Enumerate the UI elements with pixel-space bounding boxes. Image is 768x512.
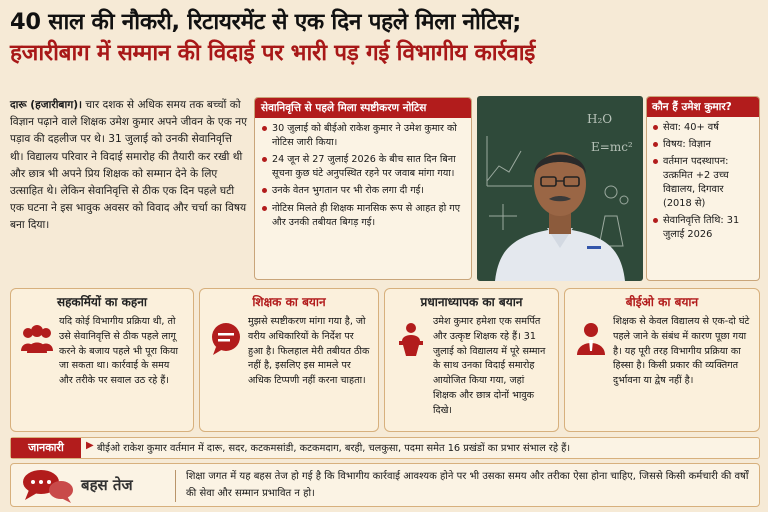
profile-box <box>646 96 760 281</box>
profile-item: सेवा: 40+ वर्ष <box>653 121 755 135</box>
group-icon <box>19 321 55 357</box>
card-title: सहकर्मियों का कहना <box>56 295 148 309</box>
profile-list <box>647 117 759 242</box>
speech-bubble-icon <box>208 321 244 357</box>
info-bar <box>10 437 760 459</box>
debate-text: शिक्षा जगत में यह बहस तेज हो गई है कि विभागीय कार्रवाई आवश्यक होने पर भी उसका समय और तरीका ऐसा होना चाहिए, जिससे किसी कर्मचारी की वर्षों की सेवा और सम्मान प्रभावित न हो। <box>186 471 749 499</box>
card-text: शिक्षक से केवल विद्यालय से एक-दो घंटे पहले जाने के संबंध में कारण पूछा गया है। यह पूरी तरह विभागीय प्रक्रिया का हिस्सा है। किसी प्रकार की व्यक्तिगत दुर्भावना या द्वेष नहीं है। <box>613 316 750 387</box>
teacher-portrait <box>477 96 643 281</box>
debate-box <box>10 463 760 507</box>
profile-title: कौन हैं उमेश कुमार? <box>647 97 759 117</box>
speaker-podium-icon <box>393 321 429 357</box>
notice-item: 24 जून से 27 जुलाई 2026 के बीच सात दिन बिना सूचना कुछ घंटे अनुपस्थित रहने पर जवाब मांगा गया। <box>261 153 465 180</box>
notice-box <box>254 97 472 280</box>
beo-statement-card <box>564 288 760 432</box>
colleagues-card <box>10 288 194 432</box>
chalk-formula-water: H₂O <box>587 112 613 126</box>
chat-bubbles-icon <box>21 468 75 504</box>
card-text: मुझसे स्पष्टीकरण मांगा गया है, जो वरीय अधिकारियों के निर्देश पर हुआ है। फिलहाल मेरी तबीयत ठीक नहीं है, इसलिए इस मामले पर अधिक टिप्पणी नहीं करना चाहता। <box>248 316 370 387</box>
info-text: बीईओ राकेश कुमार वर्तमान में दारू, सदर, कटकमसांडी, कटकमदाग, बरही, चलकुसा, पदमा समेत 16 प्रखंडों का प्रभार संभाल रहे हैं। <box>97 443 571 454</box>
notice-box-title: सेवानिवृत्ति से पहले मिला स्पष्टीकरण नोटिस <box>255 98 471 118</box>
debate-label: बहस तेज <box>81 476 133 494</box>
card-title: प्रधानाध्यापक का बयान <box>420 295 523 309</box>
card-title: बीईओ का बयान <box>625 295 699 309</box>
headline-line-1: 40 साल की नौकरी, रिटायरमेंट से एक दिन पहले मिला नोटिस; <box>10 9 521 35</box>
profile-item: वर्तमान पदस्थापन: उत्क्रमित +2 उच्च विद्यालय, दिगवार (2018 से) <box>653 155 755 211</box>
lead-text: चार दशक से अधिक समय तक बच्चों को विज्ञान पढ़ाने वाले शिक्षक उमेश कुमार अपने जीवन के एक नए पड़ाव की दहलीज पर थे। 31 जुलाई को उनकी सेवानिवृत्ति थी। विद्यालय परिवार ने विदाई समारोह की तैयारी कर रखी थी और छात्र भी अपने प्रिय शिक्षक को सम्मान देने के लिए उत्साहित थे। लेकिन सेवानिवृत्ति से ठीक एक दिन पहले घटी एक घटना ने इस भावुक अवसर को विवाद और चर्चा का विषय बना दिया। <box>10 99 247 232</box>
info-label: जानकारी <box>11 438 81 458</box>
profile-item: विषय: विज्ञान <box>653 138 755 152</box>
officer-icon <box>573 321 609 357</box>
principal-statement-card <box>384 288 559 432</box>
teacher-photo <box>477 96 643 281</box>
headline-line-2: हजारीबाग में सम्मान की विदाई पर भारी पड़ गई विभागीय कार्रवाई <box>10 40 536 66</box>
card-title: शिक्षक का बयान <box>252 295 326 309</box>
card-text: उमेश कुमार हमेशा एक समर्पित और उत्कृष्ट शिक्षक रहे हैं। 31 जुलाई को विद्यालय में पूरे सम्मान के साथ उनका विदाई समारोह आयोजित किया गया, जहां शिक्षक और छात्र दोनों भावुक दिखे। <box>433 316 546 416</box>
notice-item: 30 जुलाई को बीईओ राकेश कुमार ने उमेश कुमार को नोटिस जारी किया। <box>261 122 465 149</box>
lead-paragraph <box>10 97 248 235</box>
notice-item: उनके वेतन भुगतान पर भी रोक लगा दी गई। <box>261 184 465 198</box>
divider <box>175 470 176 502</box>
teacher-statement-card <box>199 288 379 432</box>
dateline: दारू (हजारीबाग)। <box>10 99 83 111</box>
profile-item: सेवानिवृत्ति तिथि: 31 जुलाई 2026 <box>653 214 755 242</box>
arrow-right-icon: ▶ <box>86 440 94 451</box>
chalk-formula-energy: E=mc² <box>591 140 633 154</box>
notice-item: नोटिस मिलते ही शिक्षक मानसिक रूप से आहत हो गए और उनकी तबीयत बिगड़ गई। <box>261 202 465 229</box>
notice-list <box>255 118 471 229</box>
card-text: यदि कोई विभागीय प्रक्रिया थी, तो उसे सेवानिवृत्ति से ठीक पहले लागू करने के बजाय पहले भी पूरा किया जा सकता था। कार्रवाई के समय और तरीके पर सवाल उठ रहे हैं। <box>59 316 178 387</box>
